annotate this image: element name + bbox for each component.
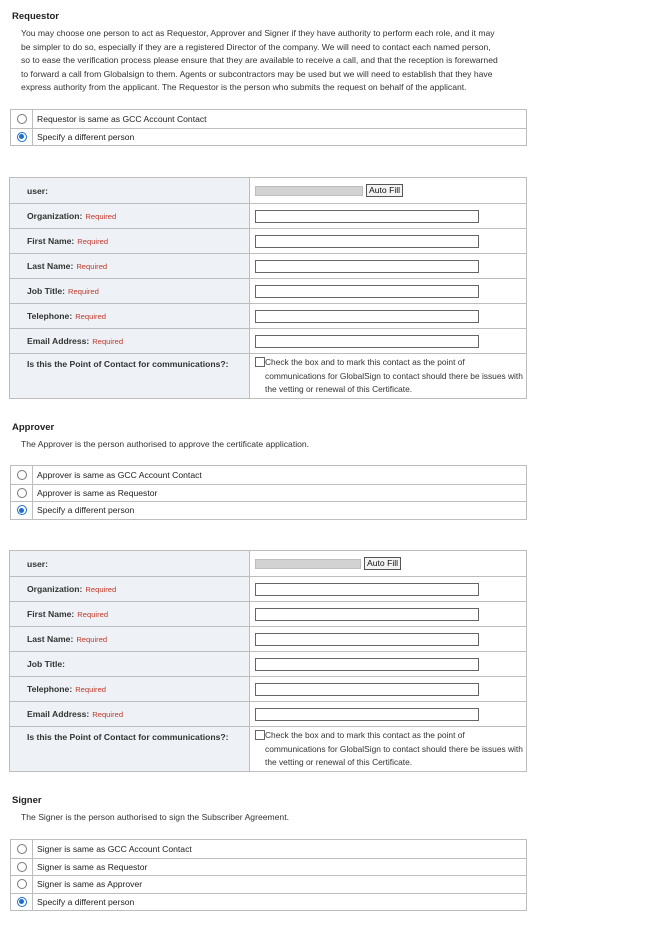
required-indicator: Required bbox=[68, 286, 99, 296]
approver-job-label: Job Title: bbox=[27, 659, 66, 669]
approver-last-label: Last Name: bbox=[27, 634, 74, 644]
approver-user-label: user: bbox=[10, 551, 250, 576]
signer-options bbox=[10, 839, 527, 911]
requestor-org-label: Organization: bbox=[27, 211, 83, 221]
requestor-description bbox=[21, 27, 527, 95]
signer-option-approver[interactable] bbox=[11, 875, 526, 893]
approver-tel-row bbox=[10, 676, 526, 701]
requestor-options bbox=[10, 109, 527, 146]
signer-option-requestor[interactable] bbox=[11, 858, 526, 876]
requestor-email-input[interactable] bbox=[255, 335, 479, 348]
approver-option-gcc-label[interactable]: Approver is same as GCC Account Contact bbox=[37, 469, 202, 480]
requestor-description-line: to forward a call from Globalsign to them. Agents or subcontractors may be used but we will need to establish that they have bbox=[21, 68, 493, 79]
requestor-job-title-input[interactable] bbox=[255, 285, 479, 298]
requestor-last-name-input[interactable] bbox=[255, 260, 479, 273]
required-indicator: Required bbox=[75, 684, 107, 694]
approver-options bbox=[10, 465, 527, 520]
required-indicator: Required bbox=[92, 336, 124, 346]
requestor-user-label: user: bbox=[10, 178, 250, 203]
approver-job-title-input[interactable] bbox=[255, 658, 479, 671]
approver-autofill-button[interactable]: Auto Fill bbox=[364, 557, 401, 570]
approver-heading: Approver bbox=[12, 422, 55, 433]
approver-option-requestor[interactable] bbox=[11, 484, 526, 502]
signer-option-different-radio[interactable] bbox=[17, 897, 27, 907]
signer-option-gcc-radio[interactable] bbox=[17, 844, 27, 854]
requestor-option-gcc-label[interactable]: Requestor is same as GCC Account Contact bbox=[37, 113, 207, 124]
approver-option-gcc[interactable] bbox=[11, 466, 526, 484]
requestor-last-row bbox=[10, 253, 526, 278]
approver-poc-label: Is this the Point of Contact for communications?: bbox=[10, 727, 250, 771]
approver-email-label: Email Address: bbox=[27, 709, 90, 719]
requestor-description-line: express authority from the applicant. The Requestor is the person who submits the request on behalf of the applicant. bbox=[21, 82, 467, 93]
requestor-first-label: First Name: bbox=[27, 236, 75, 246]
requestor-email-label: Email Address: bbox=[27, 336, 90, 346]
approver-option-different-label[interactable]: Specify a different person bbox=[37, 505, 135, 516]
requestor-poc-checkbox[interactable] bbox=[255, 357, 265, 367]
requestor-form bbox=[9, 177, 527, 399]
approver-email-row bbox=[10, 701, 526, 726]
approver-first-label: First Name: bbox=[27, 609, 75, 619]
approver-first-name-input[interactable] bbox=[255, 608, 479, 621]
requestor-first-name-input[interactable] bbox=[255, 235, 479, 248]
approver-poc-row bbox=[10, 726, 526, 771]
approver-description: The Approver is the person authorised to approve the certificate application. bbox=[21, 439, 310, 449]
requestor-tel-row bbox=[10, 303, 526, 328]
required-indicator: Required bbox=[76, 634, 108, 644]
required-indicator: Required bbox=[77, 609, 109, 619]
approver-poc-checkbox[interactable] bbox=[255, 730, 265, 740]
approver-telephone-input[interactable] bbox=[255, 683, 479, 696]
requestor-first-row bbox=[10, 228, 526, 253]
approver-option-requestor-radio[interactable] bbox=[17, 488, 27, 498]
requestor-tel-label: Telephone: bbox=[27, 311, 73, 321]
requestor-poc-row bbox=[10, 353, 526, 398]
requestor-user-select[interactable] bbox=[255, 186, 363, 196]
requestor-option-different-radio[interactable] bbox=[17, 132, 27, 142]
required-indicator: Required bbox=[85, 211, 117, 221]
requestor-user-row bbox=[10, 178, 526, 203]
requestor-telephone-input[interactable] bbox=[255, 310, 479, 323]
requestor-job-row bbox=[10, 278, 526, 303]
approver-last-row bbox=[10, 626, 526, 651]
required-indicator: Required bbox=[75, 311, 107, 321]
requestor-org-row bbox=[10, 203, 526, 228]
signer-description: The Signer is the person authorised to sign the Subscriber Agreement. bbox=[21, 812, 289, 822]
signer-option-requestor-label[interactable]: Signer is same as Requestor bbox=[37, 861, 148, 872]
requestor-option-different-label[interactable]: Specify a different person bbox=[37, 131, 135, 142]
approver-first-row bbox=[10, 601, 526, 626]
approver-last-name-input[interactable] bbox=[255, 633, 479, 646]
approver-form bbox=[9, 550, 527, 772]
approver-option-gcc-radio[interactable] bbox=[17, 470, 27, 480]
signer-option-gcc[interactable] bbox=[11, 840, 526, 858]
requestor-email-row bbox=[10, 328, 526, 353]
approver-option-different-radio[interactable] bbox=[17, 505, 27, 515]
requestor-option-different[interactable] bbox=[11, 128, 526, 146]
approver-option-requestor-label[interactable]: Approver is same as Requestor bbox=[37, 487, 158, 498]
required-indicator: Required bbox=[85, 584, 117, 594]
required-indicator: Required bbox=[77, 236, 109, 246]
requestor-option-gcc[interactable] bbox=[11, 110, 526, 128]
requestor-last-label: Last Name: bbox=[27, 261, 74, 271]
requestor-option-gcc-radio[interactable] bbox=[17, 114, 27, 124]
approver-org-row bbox=[10, 576, 526, 601]
approver-poc-text: Check the box and to mark this contact as the point of communications for GlobalSign to contact should there be issues with the vetting or renewal of this Certificate. bbox=[265, 730, 523, 767]
approver-org-label: Organization: bbox=[27, 584, 83, 594]
approver-email-input[interactable] bbox=[255, 708, 479, 721]
requestor-organization-input[interactable] bbox=[255, 210, 479, 223]
requestor-poc-label: Is this the Point of Contact for communications?: bbox=[10, 354, 250, 398]
requestor-poc-text: Check the box and to mark this contact as the point of communications for GlobalSign to contact should there be issues with the vetting or renewal of this Certificate. bbox=[265, 357, 523, 394]
signer-option-different-label[interactable]: Specify a different person bbox=[37, 896, 135, 907]
requestor-autofill-button[interactable]: Auto Fill bbox=[366, 184, 403, 197]
approver-option-different[interactable] bbox=[11, 501, 526, 519]
required-indicator: Required bbox=[76, 261, 108, 271]
signer-option-approver-radio[interactable] bbox=[17, 879, 27, 889]
signer-heading: Signer bbox=[12, 795, 42, 806]
approver-job-row bbox=[10, 651, 526, 676]
required-indicator: Required bbox=[92, 709, 124, 719]
approver-user-row bbox=[10, 551, 526, 576]
approver-user-select[interactable] bbox=[255, 559, 361, 569]
approver-tel-label: Telephone: bbox=[27, 684, 73, 694]
signer-option-gcc-label[interactable]: Signer is same as GCC Account Contact bbox=[37, 843, 192, 854]
approver-organization-input[interactable] bbox=[255, 583, 479, 596]
requestor-description-line: be simpler to do so, especially if they are a registered Director of the company. We will need to contact each named person, bbox=[21, 41, 491, 52]
signer-option-requestor-radio[interactable] bbox=[17, 862, 27, 872]
signer-option-different[interactable] bbox=[11, 893, 526, 911]
requestor-job-label: Job Title: bbox=[27, 286, 66, 296]
requestor-description-line: You may choose one person to act as Requestor, Approver and Signer if they have authority to perform each role, and it may bbox=[21, 28, 495, 38]
requestor-description-line: so to ease the verification process please ensure that they are available to receive a call, and that the reception is forewarned bbox=[21, 55, 498, 66]
requestor-heading: Requestor bbox=[12, 11, 59, 22]
signer-option-approver-label[interactable]: Signer is same as Approver bbox=[37, 879, 143, 890]
